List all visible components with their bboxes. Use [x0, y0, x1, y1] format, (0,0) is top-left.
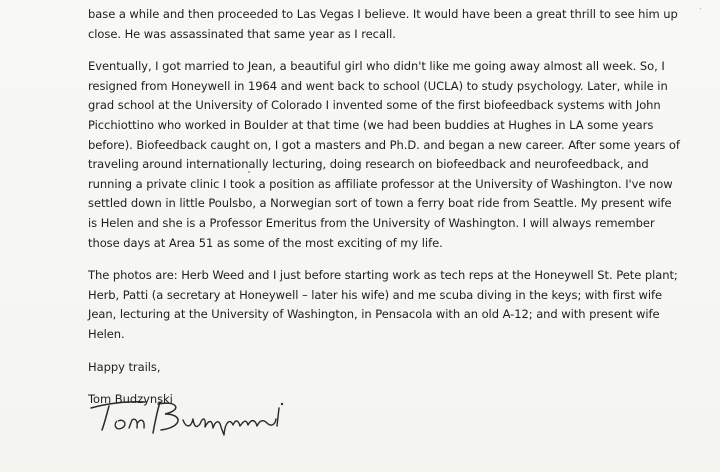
paragraph-spacer [88, 253, 712, 266]
text-line: The photos are: Herb Weed and I just before starting work as tech reps at the Honeywell St. Pete plant; [88, 268, 678, 283]
text-line: traveling around internationally lecturing, doing research on biofeedback and neurofeedback, and [88, 157, 649, 172]
text-line: settled down in little Poulsbo, a Norwegian sort of town a ferry boat ride from Seattle. My present wife [88, 196, 672, 211]
text-line: those days at Area 51 as some of the most exciting of my life. [88, 235, 443, 250]
text-line: base a while and then proceeded to Las Vegas I believe. It would have been a great thrill to see him up [88, 7, 678, 21]
text-line: close. He was assassinated that same year as I recall. [88, 26, 396, 41]
paragraph-1 [88, 5, 712, 44]
text-line: Herb, Patti (a secretary at Honeywell – later his wife) and me scuba diving in the keys; with first wife [88, 287, 663, 302]
handwritten-signature [85, 388, 305, 438]
paragraph-spacer [88, 345, 712, 358]
letter-body [88, 5, 712, 410]
text-line: before). Biofeedback caught on, I got a masters and Ph.D. and began a new career. After some years of [88, 137, 680, 152]
signature-drawing [85, 388, 305, 438]
text-line: Eventually, I got married to Jean, a beautiful girl who didn't like me going away almost all week. So, I [88, 59, 665, 74]
text-line: running a private clinic I took a position as affiliate professor at the University of Washington. I've now [88, 176, 673, 191]
text-line: Picchiottino who worked in Boulder at that time (we had been buddies at Hughes in LA some years [88, 117, 654, 132]
scan-speck [700, 8, 701, 9]
closing-text: Happy trails, [88, 359, 161, 374]
paragraph-2 [88, 57, 712, 253]
closing-line [88, 358, 712, 378]
text-line: Jean, lecturing at the University of Washington, in Pensacola with an old A-12; and with present wife [88, 307, 660, 322]
text-line: grad school at the University of Colorado I invented some of the first biofeedback systems with John [88, 98, 661, 113]
paragraph-3 [88, 266, 712, 344]
text-line: resigned from Honeywell in 1964 and went back to school (UCLA) to study psychology. Later, while in [88, 78, 668, 93]
text-line: is Helen and she is a Professor Emeritus from the University of Washington. I will always remember [88, 215, 655, 230]
text-line: Helen. [88, 326, 125, 341]
author-name: Tom Budzynski [88, 392, 173, 407]
paragraph-spacer [88, 44, 712, 57]
scan-speck [248, 171, 250, 173]
